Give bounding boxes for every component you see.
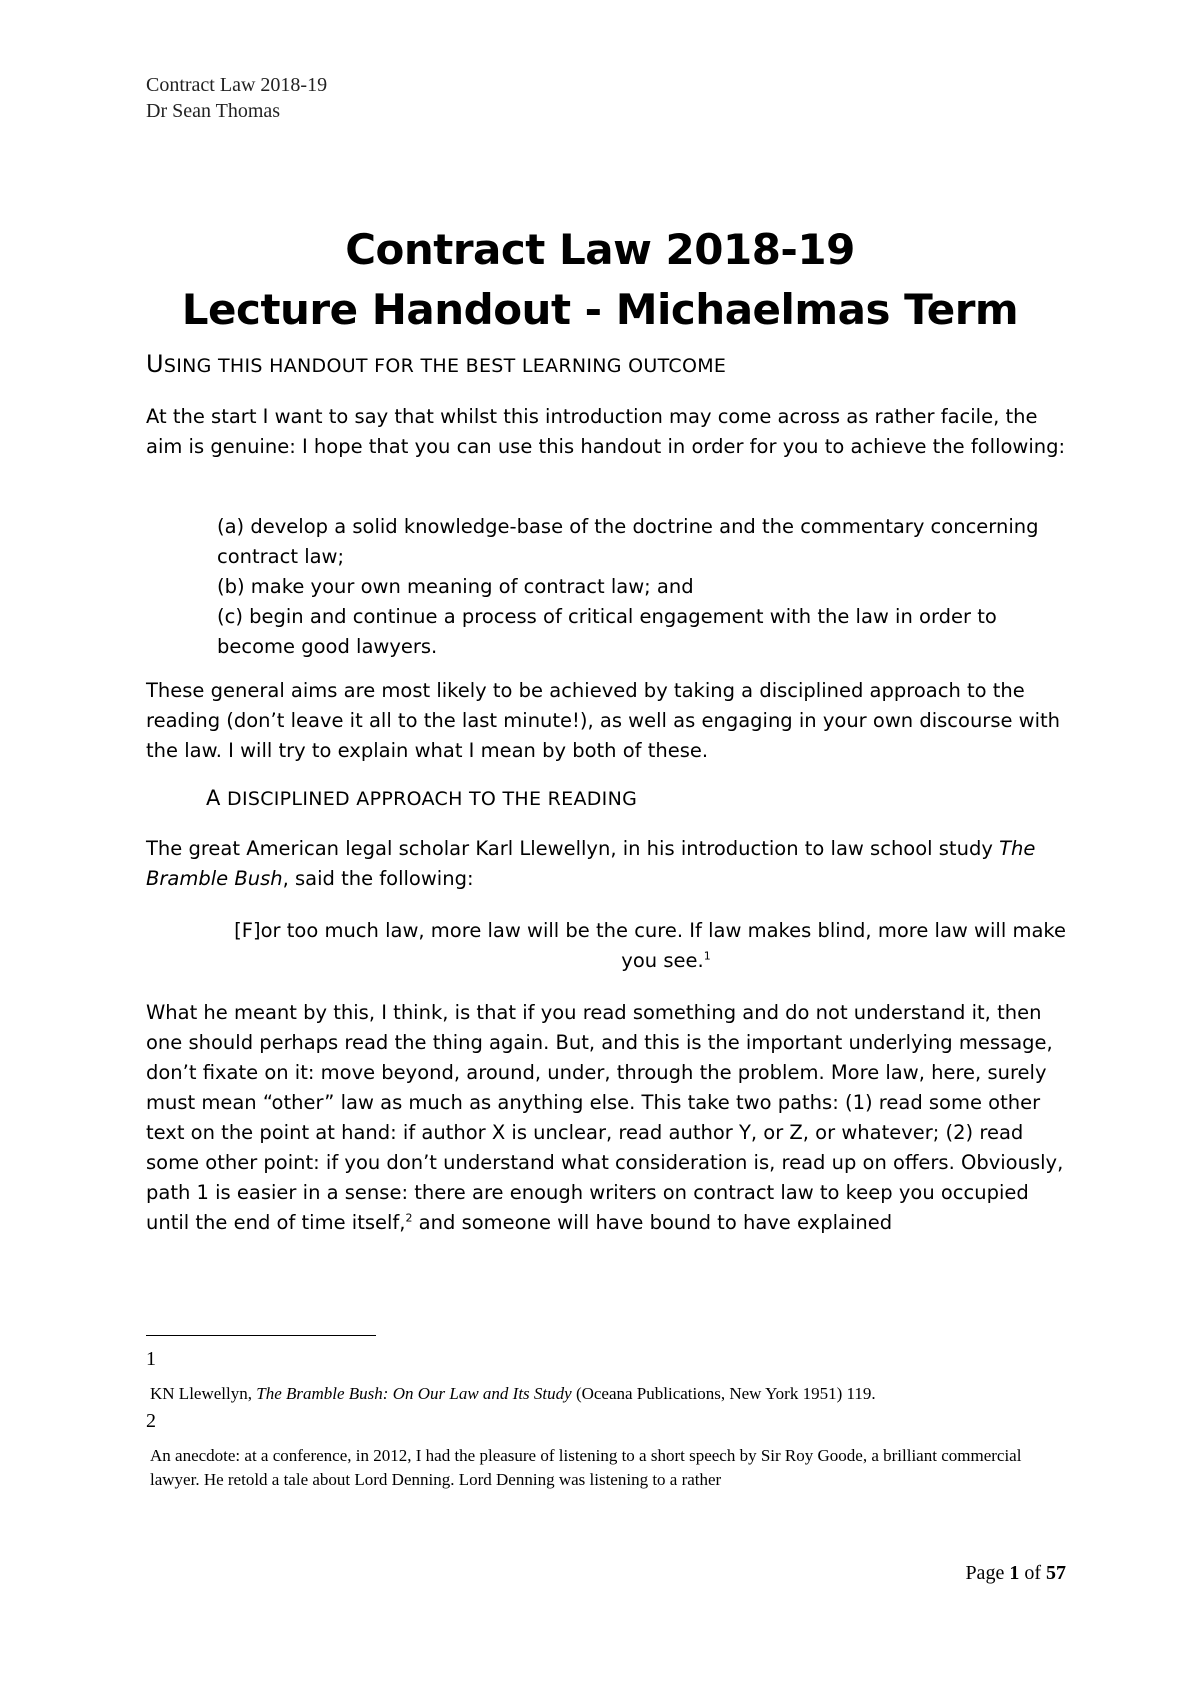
aims-paragraph: These general aims are most likely to be achieved by taking a disciplined approach to the reading (don’t leave it all to the last minute!), as well as engaging in your own discourse with the law. I will try to explain what I mean by both of these. xyxy=(146,679,1061,762)
paragraph-text: The great American legal scholar Karl Llewellyn, in his introduction to law school study xyxy=(146,837,1000,860)
heading-initial: A xyxy=(206,786,221,810)
page-of: of xyxy=(1024,1562,1041,1584)
explanation-paragraph xyxy=(146,998,1066,1238)
page-label: Page xyxy=(965,1562,1005,1584)
intro-paragraph: At the start I want to say that whilst this introduction may come across as rather facile, the aim is genuine: I hope that you can use this handout in order for you to achieve the following: xyxy=(146,405,1066,458)
heading-initial: U xyxy=(146,350,164,378)
aim-item: (a) develop a solid knowledge-base of the doctrine and the commentary concerning contract law; xyxy=(217,515,1039,568)
block-quote xyxy=(146,916,1066,976)
llewellyn-paragraph xyxy=(146,834,1066,894)
paragraph-text: What he meant by this, I think, is that if you read something and do not understand it, then one should perhaps read the thing again. But, and this is the important underlying message, don’t fixate on it: move beyond, around, under, through the problem. More law, here, surely must mean “other” law as much as anything else. This take two paths: (1) read some other text on the point at hand: if author X is unclear, read author Y, or Z, or whatever; (2) read some other point: if you don’t understand what consideration is, read up on offers. Obviously, path 1 is easier in a sense: there are enough writers on contract law to keep you occupied until the end of time itself, xyxy=(146,1001,1064,1234)
paragraph-text: , said the following: xyxy=(282,867,474,890)
footnote-book-title: The Bramble Bush: On Our Law and Its Study xyxy=(256,1384,572,1403)
heading-rest: SING THIS HANDOUT FOR THE BEST LEARNING OUTCOME xyxy=(163,355,727,377)
footnote-number: 2 xyxy=(146,1410,156,1432)
footnote-separator xyxy=(146,1335,376,1336)
total-pages: 57 xyxy=(1046,1562,1066,1584)
current-page: 1 xyxy=(1009,1562,1020,1584)
book-title: The Bramble Bush xyxy=(146,837,1036,890)
title-line-1: Contract Law 2018-19 xyxy=(345,225,855,274)
footnote-number: 1 xyxy=(146,1348,156,1370)
running-header xyxy=(146,72,327,124)
quote-line xyxy=(146,946,1066,976)
footnote-text-part: KN Llewellyn, xyxy=(150,1384,257,1403)
section-heading-disciplined-approach xyxy=(206,786,637,810)
header-author: Dr Sean Thomas xyxy=(146,100,281,122)
footnote-ref[interactable]: 1 xyxy=(703,949,711,963)
footnote-text xyxy=(150,1382,1060,1406)
footnote-ref[interactable]: 2 xyxy=(405,1211,413,1225)
aim-item: (c) begin and continue a process of critical engagement with the law in order to become good lawyers. xyxy=(217,605,997,658)
page-number xyxy=(965,1562,1066,1585)
section-heading-using-handout xyxy=(146,350,726,378)
quote-line: [F]or too much law, more law will be the cure. If law makes blind, more law will make xyxy=(234,919,1066,942)
heading-rest: DISCIPLINED APPROACH TO THE READING xyxy=(220,788,638,810)
document-title xyxy=(0,220,1200,340)
quote-text: you see. xyxy=(621,949,704,972)
aim-item: (b) make your own meaning of contract law; and xyxy=(217,575,694,598)
header-course: Contract Law 2018-19 xyxy=(146,74,328,96)
title-line-2: Lecture Handout - Michaelmas Term xyxy=(181,285,1019,334)
paragraph-text: and someone will have bound to have explained xyxy=(412,1211,893,1234)
footnote-text: An anecdote: at a conference, in 2012, I had the pleasure of listening to a short speech by Sir Roy Goode, a brilliant commercial lawyer. He retold a tale about Lord Denning. Lord Denning was listening to a rather xyxy=(150,1446,1022,1489)
aims-list xyxy=(217,512,1066,662)
footnote-text-part: (Oceana Publications, New York 1951) 119. xyxy=(571,1384,876,1403)
